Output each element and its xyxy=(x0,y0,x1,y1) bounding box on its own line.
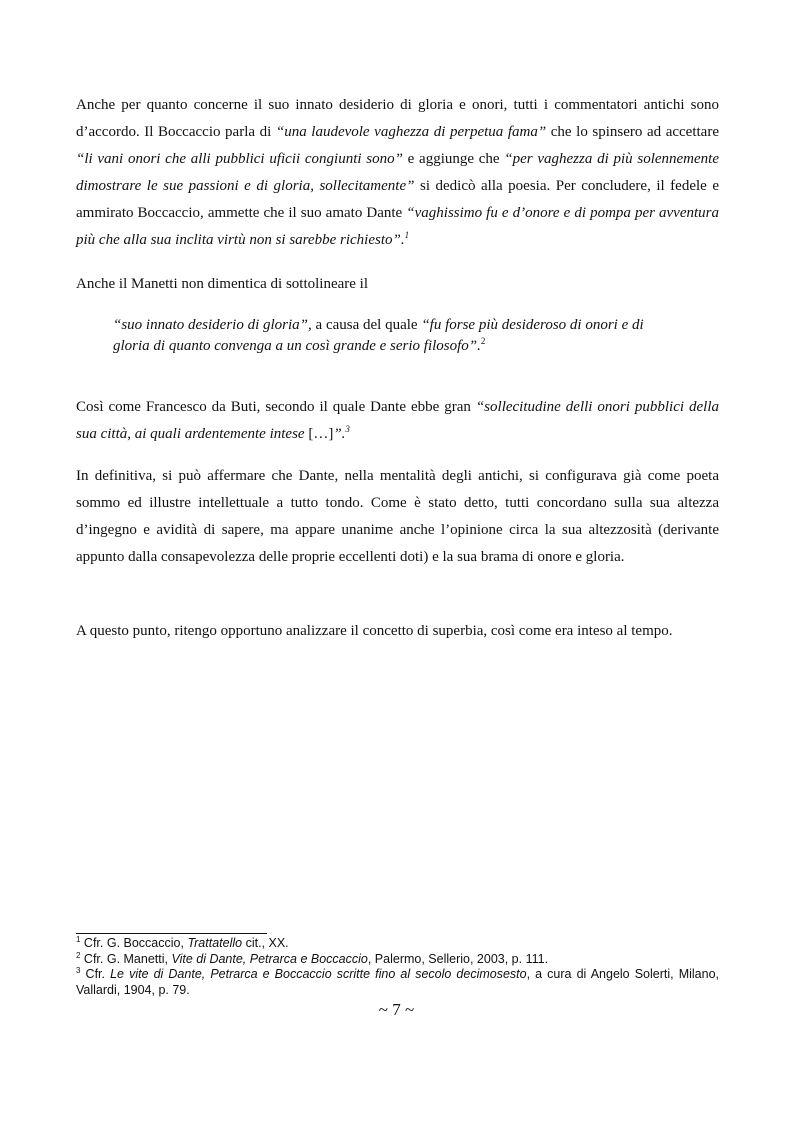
paragraph-next-topic xyxy=(76,618,719,645)
book-title: Le vite di Dante, Petrarca e Boccaccio scritte fino al secolo decimosesto xyxy=(110,967,527,981)
paragraph-conclusion xyxy=(76,463,719,571)
text: Cfr. xyxy=(80,967,111,981)
text: Così come Francesco da Buti, secondo il quale Dante ebbe gran xyxy=(76,399,476,415)
footnote-divider xyxy=(76,933,267,934)
text: , Palermo, Sellerio, 2003, p. 111. xyxy=(367,951,549,966)
footnote-number: 1 xyxy=(76,935,81,944)
footnote-2 xyxy=(76,952,719,968)
footnotes xyxy=(76,936,719,998)
paragraph-boccaccio xyxy=(76,92,719,254)
footnote-ref-2[interactable]: 2 xyxy=(480,336,486,346)
paragraph-buti xyxy=(76,394,719,448)
quote: “per vaghezza di più solennemente dimostrare le sue passioni e di gloria, sollecitamente” xyxy=(76,151,719,194)
text: si dedicò alla poesia. Per concludere, il fedele e ammirato Boccaccio, ammette che il suo amato Dante xyxy=(76,178,719,221)
quote: ”. xyxy=(333,426,346,442)
page-number: ~ 7 ~ xyxy=(378,1000,415,1019)
quote: “vaghissimo fu e d’onore e di pompa per avventura più che alla sua inclita virtù non si sarebbe richiesto”. xyxy=(76,205,719,248)
text: A questo punto, ritengo opportuno analizzare il concetto di superbia, così come era inteso al tempo. xyxy=(76,623,673,639)
text: Anche per quanto concerne il suo innato desiderio di gloria e onori, tutti i commentatori antichi sono d’accordo. Il Boccaccio parla di xyxy=(76,97,719,140)
block-quote xyxy=(113,315,673,357)
book-title: Vite di Dante, Petrarca e Boccaccio xyxy=(171,951,368,966)
text: Cfr. G. Boccaccio, xyxy=(80,936,188,950)
quote: “una laudevole vaghezza di perpetua fama” xyxy=(275,124,547,140)
text: Cfr. G. Manetti, xyxy=(80,951,172,966)
text: , a cura di Angelo Solerti, Milano, Vallardi, 1904, p. 79. xyxy=(76,967,719,997)
text: In definitiva, si può affermare che Dante, nella mentalità degli antichi, si configurava già come poeta sommo ed illustre intellettuale a tutto tondo. Come è stato detto, tutti concordano sulla sua altezza d’ingegno e avidità di sapere, ma appare unanime anche l’opinione circa la sua altezzosità (derivante appunto dalla consapevolezza delle proprie eccellenti doti) e la sua brama di onore e gloria. xyxy=(76,468,719,565)
quote: “li vani onori che alli pubblici uficii congiunti sono” xyxy=(76,151,403,167)
quote: “sollecitudine delli onori pubblici della sua città, ai quali ardentemente intese xyxy=(76,399,719,442)
text: che lo spinsero ad accettare xyxy=(546,124,719,140)
text: e aggiunge che xyxy=(402,151,505,167)
paragraph-manetti-intro xyxy=(76,271,719,298)
footnote-ref-1[interactable]: 1 xyxy=(404,230,410,240)
book-title: Trattatello xyxy=(187,936,243,950)
quote: “suo innato desiderio di gloria”, xyxy=(113,317,312,333)
footnote-1 xyxy=(76,936,719,952)
text: a causa del quale xyxy=(311,317,422,333)
footnote-3 xyxy=(76,967,719,998)
text: cit., XX. xyxy=(242,936,289,950)
footnote-number: 3 xyxy=(76,966,81,975)
footnote-ref-3[interactable]: 3 xyxy=(345,424,350,434)
text: Anche il Manetti non dimentica di sottolineare il xyxy=(76,276,369,292)
footnote-number: 2 xyxy=(76,950,81,960)
quote: “fu forse più desideroso di onori e di gloria di quanto convenga a un così grande e serio filosofo”. xyxy=(113,317,644,354)
text: […] xyxy=(304,426,334,442)
